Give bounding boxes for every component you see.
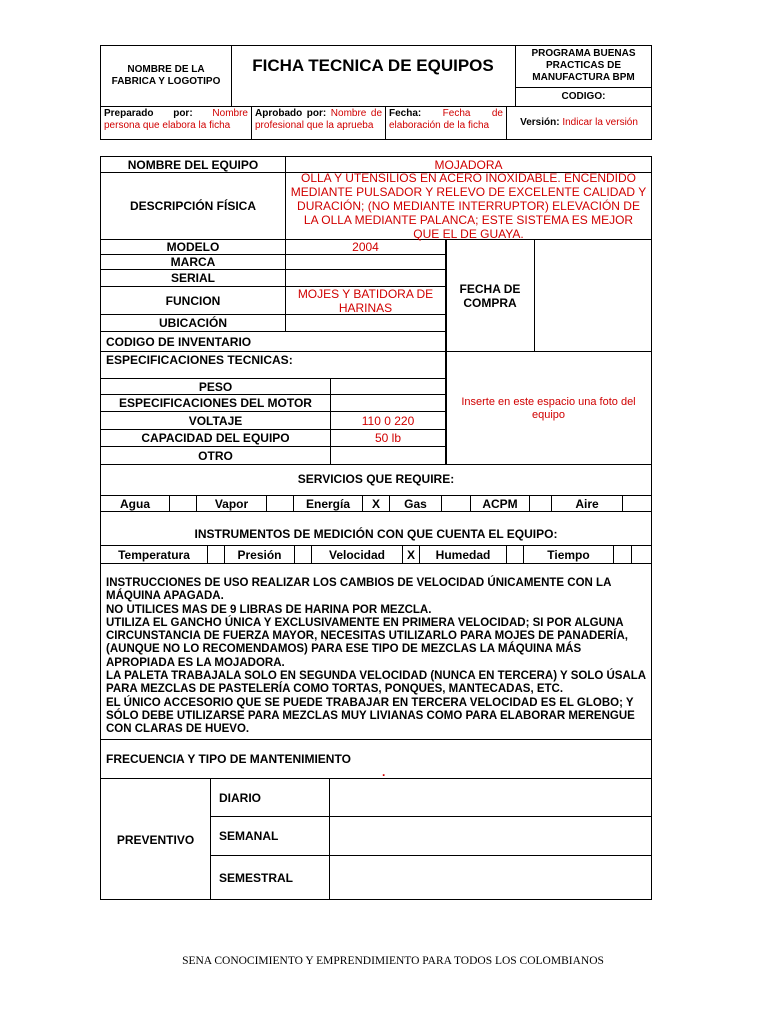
program-label: PROGRAMA BUENAS PRACTICAS DE MANUFACTURA BPM bbox=[531, 48, 636, 83]
maintenance-title: FRECUENCIA Y TIPO DE MANTENIMIENTO bbox=[106, 752, 351, 766]
date-cell bbox=[389, 108, 503, 138]
service-energy-mark[interactable]: X bbox=[371, 496, 380, 511]
instrument-time-label: Tiempo bbox=[547, 547, 590, 562]
photo-placeholder[interactable]: Inserte en este espacio una foto del equipo bbox=[461, 396, 636, 421]
code-label: CODIGO: bbox=[561, 91, 606, 102]
service-energy-label: Energía bbox=[305, 496, 350, 511]
prepared-by-value: Nombre persona que elabora la ficha bbox=[104, 108, 248, 131]
usage-instructions: INSTRUCCIONES DE USO REALIZAR LOS CAMBIOS DE VELOCIDAD ÚNICAMENTE CON LA MÁQUINA APAGADA. NO UTILICES MAS DE 9 LIBRAS DE HARINA POR MEZCLA. UTILIZA EL GANCHO ÚNICA Y EXCLUSIVAMENTE EN PRIMERA VELOCIDAD; SI POR ALGUNA CIRCUNSTANCIA DE FUERZA MAYOR, NECESITAS UTILIZARLO PARA MOJES DE PANADERÍA, (AUNQUE NO LO RECOMENDAMOS) PARA ESE TIPO DE MEZCLAS LA MÁQUINA MÁS APROPIADA ES LA MOJADORA. LA PALETA TRABAJALA SOLO EN SEGUNDA VELOCIDAD (NUNCA EN TERCERA) Y SOLO ÚSALA PARA MEZCLAS DE PASTELERÍA COMO TORTAS, PONQUES, MANTECADAS, ETC. EL ÚNICO ACCESORIO QUE SE PUEDE TRABAJAR EN TERCERA VELOCIDAD ES EL GLOBO; Y SÓLO DEBE UTILIZARSE PARA MEZCLAS MUY LIVIANAS COMO PARA ELABORAR MERENGUE CON CLARAS DE HUEVO. bbox=[106, 577, 646, 736]
equipment-name-label: NOMBRE DEL EQUIPO bbox=[127, 157, 259, 172]
voltage-value: 110 0 220 bbox=[361, 413, 415, 428]
service-steam-label: Vapor bbox=[214, 496, 249, 511]
semester-value-cell[interactable] bbox=[330, 856, 651, 899]
service-gas-label: Gas bbox=[404, 496, 427, 511]
approved-by-value: Nombre de profesional que la aprueba bbox=[255, 108, 383, 131]
version-cell bbox=[507, 108, 651, 138]
instrument-time-mark[interactable] bbox=[614, 546, 631, 563]
function-value: MOJES Y BATIDORA DE HARINAS bbox=[297, 286, 434, 315]
weekly-label: SEMANAL bbox=[219, 829, 279, 843]
motor-specs-label: ESPECIFICACIONES DEL MOTOR bbox=[119, 396, 312, 410]
instrument-humidity-label: Humedad bbox=[435, 547, 491, 562]
function-label: FUNCION bbox=[165, 293, 221, 308]
daily-label: DIARIO bbox=[219, 790, 261, 805]
instrument-speed-label: Velocidad bbox=[328, 547, 386, 562]
services-title: SERVICIOS QUE REQUIRE: bbox=[297, 472, 455, 486]
instruments-title: INSTRUMENTOS DE MEDICIÓN CON QUE CUENTA EL EQUIPO: bbox=[194, 527, 558, 541]
version-label: Versión: bbox=[520, 117, 560, 128]
version-value: Indicar la versión bbox=[562, 117, 638, 128]
location-label: UBICACIÓN bbox=[159, 316, 227, 330]
date-label: Fecha: bbox=[389, 108, 422, 119]
instrument-humidity-mark[interactable] bbox=[507, 546, 523, 563]
service-air-mark[interactable] bbox=[623, 496, 651, 511]
maintenance-dot: . bbox=[382, 765, 386, 779]
date-value: Fecha de elaboración de la ficha bbox=[389, 108, 503, 131]
brand-label: MARCA bbox=[170, 255, 216, 269]
service-water-mark[interactable] bbox=[170, 496, 196, 511]
approved-by-cell bbox=[255, 108, 382, 138]
prepared-by-cell bbox=[104, 108, 248, 138]
description-value: OLLA Y UTENSILIOS EN ACERO INOXIDABLE. ENCENDIDO MEDIANTE PULSADOR Y RELEVO DE EXCELENTE CALIDAD Y DURACIÓN; (NO MEDIANTE INTERRUPTOR) ELEVACIÓN DE LA OLLA MEDIANTE PALANCA; ESTE SISTEMA ES MEJOR QUE EL DE GUAYA. bbox=[290, 171, 647, 241]
document-title: FICHA TECNICA DE EQUIPOS bbox=[252, 56, 494, 75]
instrument-temperature-label: Temperatura bbox=[118, 547, 190, 562]
daily-value-cell[interactable] bbox=[330, 779, 651, 816]
approved-by-label: Aprobado por: bbox=[255, 108, 327, 119]
serial-value-cell[interactable] bbox=[286, 270, 445, 286]
service-acpm-mark[interactable] bbox=[530, 496, 551, 511]
instrument-pressure-label: Presión bbox=[237, 547, 282, 562]
other-label: OTRO bbox=[198, 448, 233, 463]
capacity-label: CAPACIDAD DEL EQUIPO bbox=[141, 431, 290, 445]
service-steam-mark[interactable] bbox=[267, 496, 293, 511]
inventory-code-label: CODIGO DE INVENTARIO bbox=[106, 334, 252, 349]
instrument-speed-mark[interactable]: X bbox=[406, 547, 415, 562]
service-air-label: Aire bbox=[575, 496, 599, 511]
footer-slogan: SENA CONOCIMIENTO Y EMPRENDIMIENTO PARA TODOS LOS COLOMBIANOS bbox=[182, 955, 604, 967]
purchase-date-label: FECHA DE COMPRA bbox=[459, 281, 521, 310]
service-acpm-label: ACPM bbox=[482, 496, 518, 511]
capacity-value: 50 lb bbox=[374, 431, 402, 445]
prepared-by-label: Preparado por: bbox=[104, 108, 193, 119]
factory-logo-placeholder: NOMBRE DE LA FABRICA Y LOGOTIPO bbox=[111, 64, 221, 87]
weight-label: PESO bbox=[198, 379, 233, 394]
model-value: 2004 bbox=[352, 240, 379, 254]
service-water-label: Agua bbox=[120, 496, 150, 511]
serial-label: SERIAL bbox=[170, 271, 215, 285]
instrument-pressure-mark[interactable] bbox=[295, 546, 311, 563]
semester-label: SEMESTRAL bbox=[219, 870, 294, 885]
location-value-cell[interactable] bbox=[286, 315, 445, 331]
description-label: DESCRIPCIÓN FÍSICA bbox=[129, 199, 256, 213]
service-gas-mark[interactable] bbox=[442, 496, 470, 511]
instrument-temperature-mark[interactable] bbox=[208, 546, 224, 563]
weekly-value-cell[interactable] bbox=[330, 817, 651, 855]
model-label: MODELO bbox=[166, 240, 220, 254]
purchase-date-value-cell[interactable] bbox=[535, 240, 651, 351]
tech-specs-title: ESPECIFICACIONES TECNICAS: bbox=[106, 353, 293, 367]
equipment-name-value: MOJADORA bbox=[434, 157, 503, 172]
preventive-label: PREVENTIVO bbox=[116, 832, 195, 847]
voltage-label: VOLTAJE bbox=[188, 413, 243, 428]
brand-value-cell[interactable] bbox=[286, 255, 445, 269]
